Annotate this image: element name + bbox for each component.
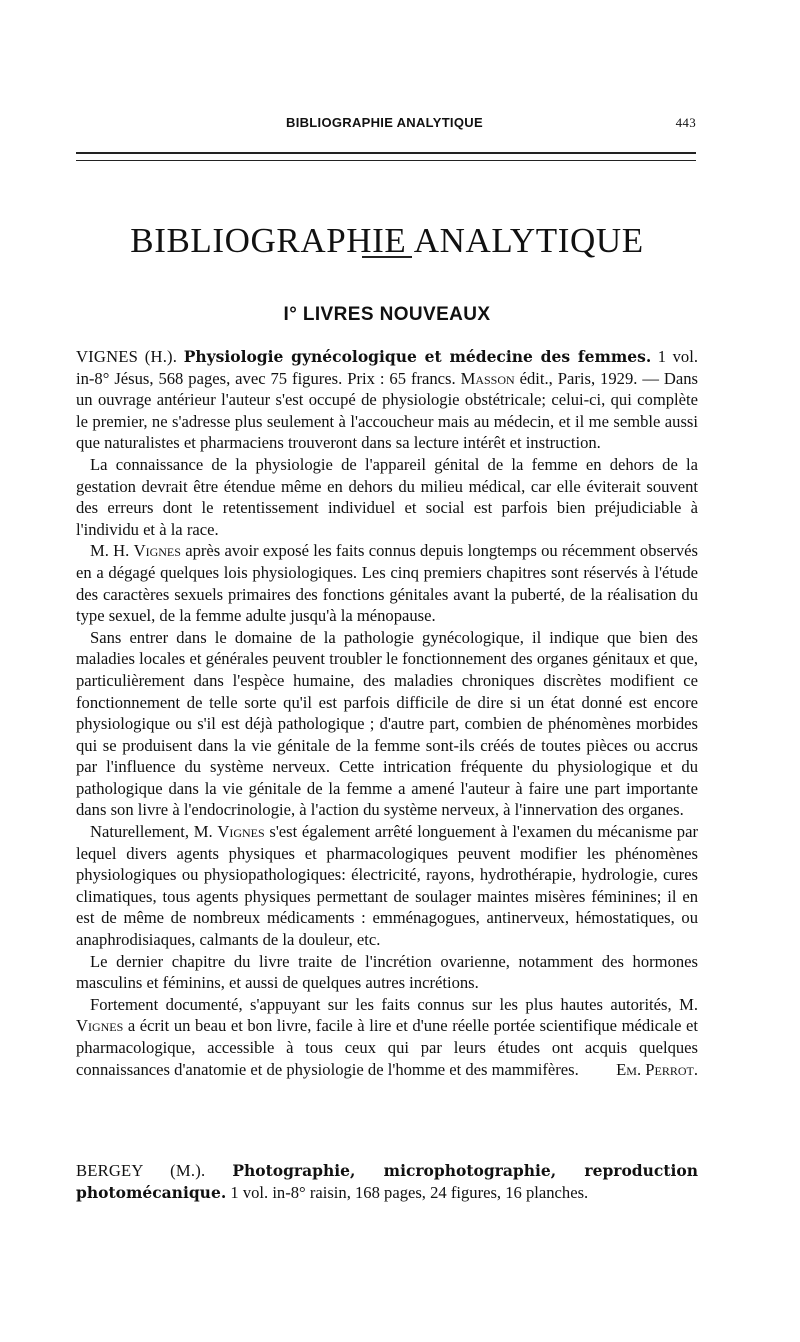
- entry-publisher: Masson: [460, 368, 515, 388]
- title-divider: [362, 256, 412, 258]
- review-paragraph: Sans entrer dans le domaine de la pathologie gynécologique, il indique que bien des maladies locales et générales peuvent troubler le fonctionnement des organes génitaux et que, particulièrement dans l'espèce humaine, des maladies chroniques discrètes modifient ce fonctionnement de telle sorte qu'il est parfois difficile de dire si un état donné est encore physiologique ou s'il est déjà pathologique ; d'autre part, combien de phénomènes morbides qui se produisent dans la vie génitale de la femme sont-ils créés de toutes pièces ou accrus par l'influence du système nerveux. Cette intrication fréquente du physiologique et du pathologique dans la vie génitale de la femme a amené l'auteur à faire une part importante dans son livre à l'endocrinologie, à l'action du système nerveux, à l'innervation des organes.: [76, 627, 698, 820]
- page-number: 443: [675, 115, 696, 130]
- header-rule: [76, 152, 696, 161]
- review-paragraph: Le dernier chapitre du livre traite de l'incrétion ovarienne, notamment des hormones masculins et féminins, et aussi de quelques autres incrétions.: [76, 951, 698, 993]
- running-header: [76, 113, 698, 133]
- author-name: Vignes: [217, 822, 265, 842]
- entry-book-title: Physiologie gynécologique et médecine des femmes.: [183, 347, 652, 366]
- entry-details: 1 vol. in-8° Jésus, 568 pages, avec 75 figures. Prix : 65 francs.: [76, 347, 698, 388]
- entry-book-title: Photographie, microphotographie, reproduction photomécanique.: [76, 1161, 698, 1202]
- review-vignes: [76, 346, 698, 1080]
- reviewer-signature: Em. Perrot.: [616, 1059, 698, 1079]
- entry-author: BERGEY (M.).: [76, 1161, 206, 1180]
- entry-text: édit., Paris, 1929. — Dans un ouvrage antérieur l'auteur s'est occupé de physiologie obstétricale; celui-ci, qui complète le premier, ne s'adresse plus seulement à l'accoucheur mais au médecin, et il me semble aussi que naturalistes et pharmaciens trouveront dans sa lecture intérêt et instruction.: [76, 368, 698, 453]
- text-fragment: a écrit un beau et bon livre, facile à lire et d'une réelle portée scientifique médicale et pharmacologique, accessible à tous ceux qui par leurs études ont acquis quelques connaissances d'anatomie et de physiologie de l'homme et des mammifères.: [76, 1016, 698, 1079]
- review-paragraph: La connaissance de la physiologie de l'appareil génital de la femme en dehors de la gestation devrait être étendue même en dehors du milieu médical, car elle éviterait souvent des erreurs dont le retentissement individuel et social est parfois bien préjudiciable à l'individu et à la race.: [76, 454, 698, 539]
- text-fragment: après avoir exposé les faits connus depuis longtemps ou récemment observés en a dégagé quelques lois physiologiques. Les cinq premiers chapitres sont réservés à l'étude des caractères sexuels primaires des fonctions génitales avant la puberté, de la réalisation du type sexuel, de la femme adulte jusqu'à la ménopause.: [76, 541, 698, 626]
- text-fragment: s'est également arrêté longuement à l'examen du mécanisme par lequel divers agents physiques et pharmacologiques peuvent modifier les phénomènes physiologiques ou physiopathologiques: électricité, rayons, hydrothérapie, hydrologie, cures climatiques, tous agents physiques permettant de soulager maintes misères féminines; il en est de même de nombreux médicaments : emménagogues, antinerveux, hémostatiques, ou anaphrodisiaques, calmants de la douleur, etc.: [76, 822, 698, 950]
- entry-paragraph: [76, 346, 698, 454]
- review-paragraph: [76, 994, 698, 1080]
- author-name: Vignes: [133, 541, 181, 561]
- review-paragraph: [76, 540, 698, 626]
- text-fragment: M. H.: [90, 541, 134, 561]
- entry-author: VIGNES (H.).: [76, 347, 178, 366]
- entry-details: 1 vol. in-8° raisin, 168 pages, 24 figures, 16 planches.: [226, 1182, 589, 1202]
- section-title: I° LIVRES NOUVEAUX: [283, 303, 491, 325]
- review-paragraph: [76, 821, 698, 951]
- author-name: Vignes: [76, 1016, 124, 1036]
- text-fragment: Naturellement, M.: [90, 822, 218, 842]
- running-title: BIBLIOGRAPHIE ANALYTIQUE: [286, 115, 483, 130]
- review-bergey: [76, 1160, 698, 1203]
- entry-paragraph: [76, 1160, 698, 1203]
- text-fragment: Fortement documenté, s'appuyant sur les faits connus sur les plus hautes autorités, M.: [90, 994, 698, 1014]
- page-title: BIBLIOGRAPHIE ANALYTIQUE: [130, 221, 644, 261]
